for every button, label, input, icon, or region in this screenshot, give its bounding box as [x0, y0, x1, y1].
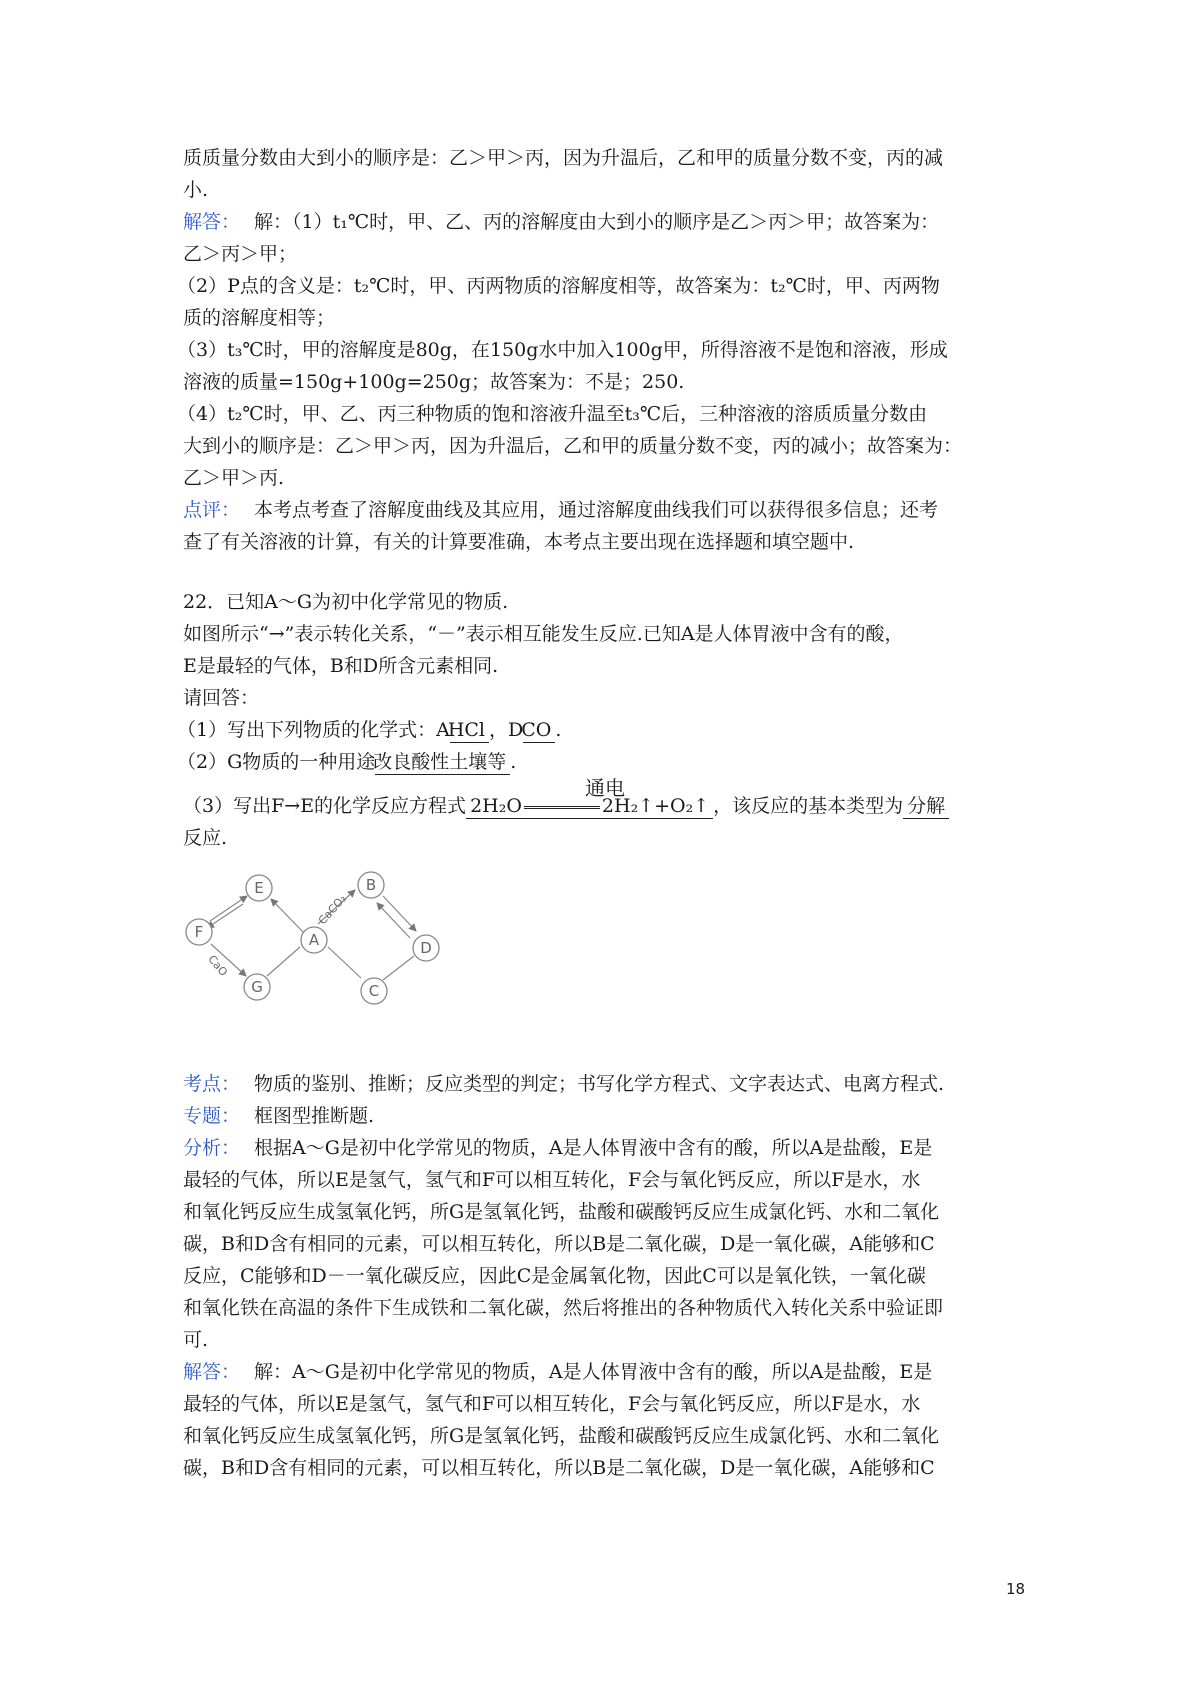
edge-b-to-d [383, 896, 416, 931]
fenxi-line: 分析： 根据A～G是初中化学常见的物质，A是人体胃液中含有的酸，所以A是盐酸，E是 [183, 1137, 933, 1159]
jieda-label: 解答： [183, 1361, 241, 1383]
node-a [301, 927, 327, 953]
text-line: 质质量分数由大到小的顺序是：乙＞甲＞丙，因为升温后，乙和甲的质量分数不变，丙的减 [183, 147, 944, 169]
text-line: 最轻的气体，所以E是氢气，氢气和F可以相互转化，F会与氧化钙反应，所以F是水，水 [183, 1169, 921, 1191]
node-label: C [368, 982, 380, 1000]
node-label: F [194, 923, 204, 941]
question-stem: 22．已知A～G为初中化学常见的物质. [183, 591, 509, 613]
text-line: 乙＞甲＞丙. [183, 467, 285, 489]
zhuanti-label: 专题： [183, 1105, 241, 1127]
answer-equation: 2H₂O 2H₂↑+O₂↑ [466, 794, 713, 819]
text-line: 碳，B和D含有相同的元素，可以相互转化，所以B是二氧化碳，D是一氧化碳，A能够和C [183, 1457, 935, 1479]
edge-f-to-e [210, 896, 247, 921]
question-stem: 如图所示“→”表示转化关系，“－”表示相互能发生反应.已知A是人体胃液中含有的酸， [183, 623, 904, 645]
node-c [361, 978, 387, 1004]
text-line: （2）P点的含义是：t₂℃时，甲、丙两物质的溶解度相等，故答案为：t₂℃时，甲、丙两物 [177, 275, 940, 297]
reaction-condition: 通电 [585, 776, 625, 800]
answer-reaction-type: 分解 [903, 794, 949, 819]
answer-line: 解答： 解：（1）t₁℃时，甲、乙、丙的溶解度由大到小的顺序是乙＞丙＞甲；故答案为： [183, 211, 940, 233]
node-e [246, 875, 272, 901]
question-stem: E是最轻的气体，B和D所含元素相同. [183, 655, 499, 677]
node-label: A [308, 931, 320, 949]
page-number: 18 [1006, 1580, 1026, 1598]
node-label: G [251, 978, 263, 996]
text-line: 反应. [183, 827, 228, 849]
equation-equals-sign [524, 806, 600, 809]
node-label: D [420, 939, 432, 957]
text-line: 质的溶解度相等； [183, 307, 336, 329]
answer-g-use: 改良酸性土壤等 [375, 750, 510, 775]
text-line: 溶液的质量=150g+100g=250g；故答案为：不是；250. [183, 371, 685, 393]
text-line: 和氧化铁在高温的条件下生成铁和二氧化碳，然后将推出的各种物质代入转化关系中验证即 [183, 1297, 944, 1319]
sub-question-3: 通电 （3）写出F→E的化学反应方程式 2H₂O 2H₂↑+O₂↑ ，该反应的基本类型为 分解 [183, 784, 1033, 822]
jieda-line: 解答： 解：A～G是初中化学常见的物质，A是人体胃液中含有的酸，所以A是盐酸，E是 [183, 1361, 933, 1383]
comment-line: 点评： 本考点考查了溶解度曲线及其应用，通过溶解度曲线我们可以获得很多信息；还考 [183, 499, 939, 521]
text-line: 和氧化钙反应生成氢氧化钙，所G是氢氧化钙，盐酸和碳酸钙反应生成氯化钙、水和二氧化 [183, 1425, 940, 1447]
text-line: 碳，B和D含有相同的元素，可以相互转化，所以B是二氧化碳，D是一氧化碳，A能够和C [183, 1233, 935, 1255]
edge-a-c [328, 947, 361, 978]
edge-d-c [383, 956, 414, 980]
text-line: 最轻的气体，所以E是氢气，氢气和F可以相互转化，F会与氧化钙反应，所以F是水，水 [183, 1393, 921, 1415]
edge-e-to-f [207, 904, 243, 928]
text-line: （3）t₃℃时，甲的溶解度是80g，在150g水中加入100g甲，所得溶液不是饱和溶液，形成 [177, 339, 948, 361]
answer-label: 解答： [183, 211, 241, 233]
node-f [186, 919, 212, 945]
text-line: 和氧化钙反应生成氢氧化钙，所G是氢氧化钙，盐酸和碳酸钙反应生成氯化钙、水和二氧化 [183, 1201, 940, 1223]
answer-d: CO [523, 718, 555, 743]
node-b [358, 872, 384, 898]
kaodian-line: 考点： 物质的鉴别、推断；反应类型的判定；书写化学方程式、文字表达式、电离方程式. [183, 1073, 945, 1095]
question-ask: 请回答： [183, 687, 260, 709]
sub-question-2: （2）G物质的一种用途改良酸性土壤等 . [177, 751, 517, 773]
edge-label-caco3: CaCO₃ [315, 892, 349, 928]
node-label: E [254, 879, 264, 897]
kaodian-label: 考点： [183, 1073, 241, 1095]
conversion-diagram [183, 868, 1033, 1042]
sub-question-1: （1）写出下列物质的化学式：AHCl ，DCO . [177, 719, 562, 741]
edge-a-to-e [271, 899, 305, 934]
edge-d-to-b [377, 903, 410, 938]
text-line: 大到小的顺序是：乙＞甲＞丙，因为升温后，乙和甲的质量分数不变，丙的减小；故答案为： [183, 435, 963, 457]
node-label: B [365, 876, 377, 894]
comment-label: 点评： [183, 499, 241, 521]
edge-label-cao: CaO [205, 952, 231, 979]
answer-a: HCl [450, 718, 489, 743]
node-d [413, 935, 439, 961]
text-line: 查了有关溶液的计算，有关的计算要准确，本考点主要出现在选择题和填空题中. [183, 531, 855, 553]
text-line: 可. [183, 1329, 209, 1351]
zhuanti-line: 专题： 框图型推断题. [183, 1105, 375, 1127]
text-line: 小. [183, 179, 209, 201]
node-g [244, 974, 270, 1000]
text-line: 反应，C能够和D－一氧化碳反应，因此C是金属氧化物，因此C可以是氧化铁，一氧化碳 [183, 1265, 926, 1287]
diagram-svg [183, 868, 463, 1038]
edge-a-g [267, 947, 300, 976]
text-line: （4）t₂℃时，甲、乙、丙三种物质的饱和溶液升温至t₃℃后，三种溶液的溶质质量分数由 [177, 403, 928, 425]
text-line: 乙＞丙＞甲； [183, 243, 298, 265]
page-content [177, 142, 1033, 1484]
fenxi-label: 分析： [183, 1137, 241, 1159]
